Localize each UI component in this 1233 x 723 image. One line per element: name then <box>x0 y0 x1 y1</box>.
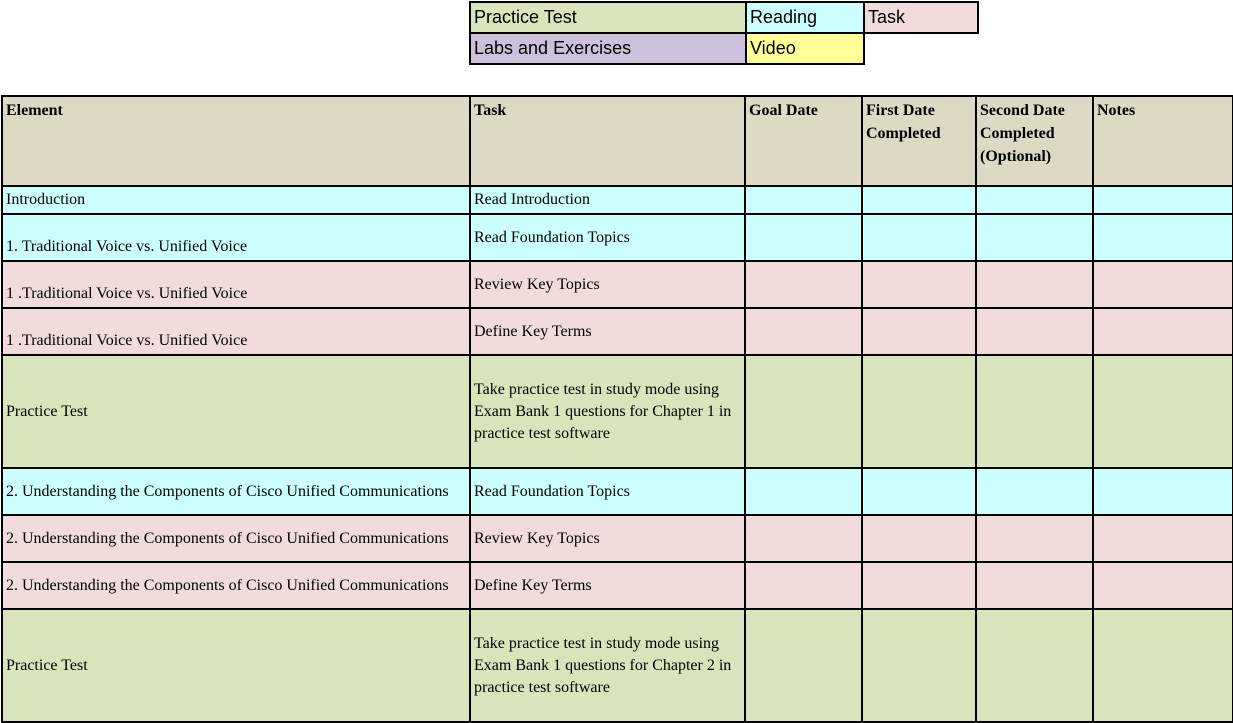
element-cell: 2. Understanding the Components of Cisco Unified Communications <box>2 515 470 562</box>
header-task: Task <box>470 96 745 186</box>
element-cell: 1. Traditional Voice vs. Unified Voice <box>2 214 470 261</box>
task-cell: Take practice test in study mode using Exam Bank 1 questions for Chapter 2 in practice test software <box>470 609 745 722</box>
task-cell: Read Introduction <box>470 186 745 214</box>
table-row <box>2 261 1233 308</box>
legend-row <box>470 2 978 33</box>
first-date-cell[interactable] <box>862 261 976 308</box>
second-date-cell[interactable] <box>976 609 1093 722</box>
task-cell: Read Foundation Topics <box>470 214 745 261</box>
legend-reading: Reading <box>746 2 864 33</box>
second-date-cell[interactable] <box>976 308 1093 355</box>
legend-labs: Labs and Exercises <box>470 33 746 64</box>
element-cell: 2. Understanding the Components of Cisco Unified Communications <box>2 468 470 515</box>
element-cell: 2. Understanding the Components of Cisco Unified Communications <box>2 562 470 609</box>
first-date-cell[interactable] <box>862 186 976 214</box>
element-cell: 1 .Traditional Voice vs. Unified Voice <box>2 261 470 308</box>
first-date-cell[interactable] <box>862 515 976 562</box>
notes-cell[interactable] <box>1093 609 1233 722</box>
second-date-cell[interactable] <box>976 186 1093 214</box>
first-date-cell[interactable] <box>862 468 976 515</box>
table-row <box>2 186 1233 214</box>
table-row <box>2 355 1233 468</box>
task-cell: Take practice test in study mode using Exam Bank 1 questions for Chapter 1 in practice test software <box>470 355 745 468</box>
notes-cell[interactable] <box>1093 261 1233 308</box>
notes-cell[interactable] <box>1093 214 1233 261</box>
header-element: Element <box>2 96 470 186</box>
first-date-cell[interactable] <box>862 609 976 722</box>
element-cell: Introduction <box>2 186 470 214</box>
header-goal-date: Goal Date <box>745 96 862 186</box>
first-date-cell[interactable] <box>862 308 976 355</box>
notes-cell[interactable] <box>1093 468 1233 515</box>
first-date-cell[interactable] <box>862 214 976 261</box>
goal-date-cell[interactable] <box>745 609 862 722</box>
task-cell: Review Key Topics <box>470 261 745 308</box>
notes-cell[interactable] <box>1093 308 1233 355</box>
first-date-cell[interactable] <box>862 355 976 468</box>
task-cell: Read Foundation Topics <box>470 468 745 515</box>
table-row <box>2 515 1233 562</box>
element-cell: Practice Test <box>2 609 470 722</box>
legend-video: Video <box>746 33 864 64</box>
task-cell: Define Key Terms <box>470 562 745 609</box>
header-notes: Notes <box>1093 96 1233 186</box>
goal-date-cell[interactable] <box>745 186 862 214</box>
first-date-cell[interactable] <box>862 562 976 609</box>
header-first-date: First Date Completed <box>862 96 976 186</box>
task-cell: Review Key Topics <box>470 515 745 562</box>
table-row <box>2 214 1233 261</box>
legend-practice-test: Practice Test <box>470 2 746 33</box>
notes-cell[interactable] <box>1093 562 1233 609</box>
element-cell: Practice Test <box>2 355 470 468</box>
goal-date-cell[interactable] <box>745 468 862 515</box>
table-row <box>2 308 1233 355</box>
goal-date-cell[interactable] <box>745 355 862 468</box>
study-plan-table <box>1 95 1233 723</box>
notes-cell[interactable] <box>1093 186 1233 214</box>
header-second-date: Second Date Completed (Optional) <box>976 96 1093 186</box>
task-cell: Define Key Terms <box>470 308 745 355</box>
goal-date-cell[interactable] <box>745 214 862 261</box>
goal-date-cell[interactable] <box>745 562 862 609</box>
color-legend <box>469 1 979 65</box>
table-row <box>2 609 1233 722</box>
notes-cell[interactable] <box>1093 355 1233 468</box>
second-date-cell[interactable] <box>976 515 1093 562</box>
legend-empty-cell <box>864 33 978 64</box>
second-date-cell[interactable] <box>976 261 1093 308</box>
table-row <box>2 562 1233 609</box>
second-date-cell[interactable] <box>976 468 1093 515</box>
goal-date-cell[interactable] <box>745 261 862 308</box>
header-row <box>2 96 1233 186</box>
table-row <box>2 468 1233 515</box>
goal-date-cell[interactable] <box>745 515 862 562</box>
legend-task: Task <box>864 2 978 33</box>
notes-cell[interactable] <box>1093 515 1233 562</box>
second-date-cell[interactable] <box>976 214 1093 261</box>
second-date-cell[interactable] <box>976 562 1093 609</box>
goal-date-cell[interactable] <box>745 308 862 355</box>
element-cell: 1 .Traditional Voice vs. Unified Voice <box>2 308 470 355</box>
second-date-cell[interactable] <box>976 355 1093 468</box>
legend-row <box>470 33 978 64</box>
